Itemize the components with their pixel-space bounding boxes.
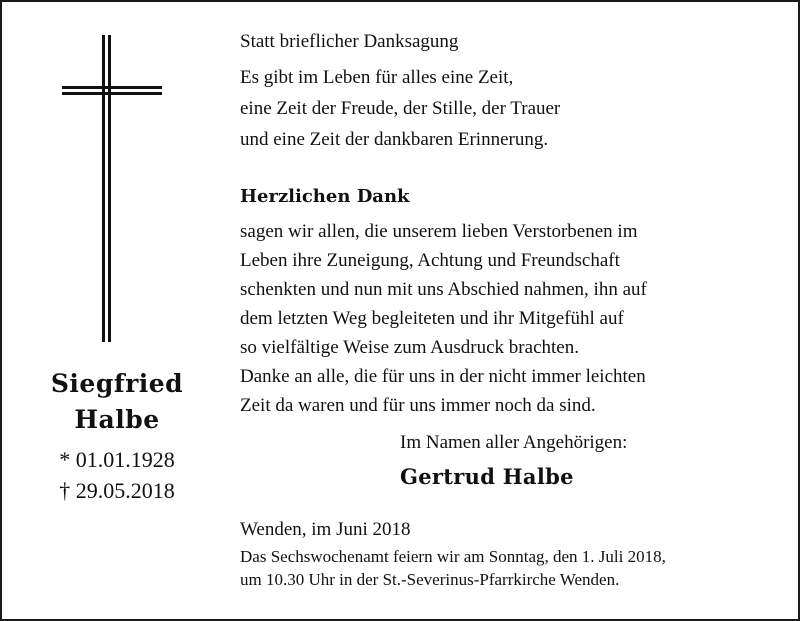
poem-line: und eine Zeit der dankbaren Erinnerung.: [240, 129, 549, 150]
body-line: so vielfältige Weise zum Ausdruck brachten.: [240, 337, 579, 358]
life-dates: [22, 444, 212, 506]
thanks-body: [240, 217, 785, 420]
signature-name: Gertrud Halbe: [400, 464, 574, 489]
body-line: Zeit da waren und für uns immer noch da sind.: [240, 395, 596, 416]
birth-date: * 01.01.1928: [59, 447, 175, 472]
cross-icon: [2, 2, 202, 362]
poem-line: eine Zeit der Freude, der Stille, der Trauer: [240, 98, 561, 119]
body-line: Danke an alle, die für uns in der nicht immer leichten: [240, 366, 646, 387]
service-info: [240, 545, 785, 591]
body-line: schenkten und nun mit uns Abschied nahmen, ihn auf: [240, 279, 647, 300]
service-line: um 10.30 Uhr in der St.-Severinus-Pfarrkirche Wenden.: [240, 570, 620, 589]
service-line: Das Sechswochenamt feiern wir am Sonntag, den 1. Juli 2018,: [240, 547, 666, 566]
body-line: dem letzten Weg begleiteten und ihr Mitgefühl auf: [240, 308, 624, 329]
place-date: Wenden, im Juni 2018: [240, 519, 411, 540]
poem: [240, 62, 785, 155]
signature-intro: Im Namen aller Angehörigen:: [400, 432, 628, 453]
thanks-heading: Herzlichen Dank: [240, 186, 410, 207]
deceased-last-name: Halbe: [74, 405, 160, 434]
intro-line: Statt brieflicher Danksagung: [240, 31, 459, 52]
deceased-first-name: Siegfried: [50, 369, 184, 398]
poem-line: Es gibt im Leben für alles eine Zeit,: [240, 67, 514, 88]
notice-text: [240, 30, 785, 591]
body-line: sagen wir allen, die unserem lieben Verstorbenen im: [240, 221, 638, 242]
deceased-info: [22, 366, 212, 506]
body-line: Leben ihre Zuneigung, Achtung und Freundschaft: [240, 250, 620, 271]
death-date: † 29.05.2018: [59, 478, 175, 503]
